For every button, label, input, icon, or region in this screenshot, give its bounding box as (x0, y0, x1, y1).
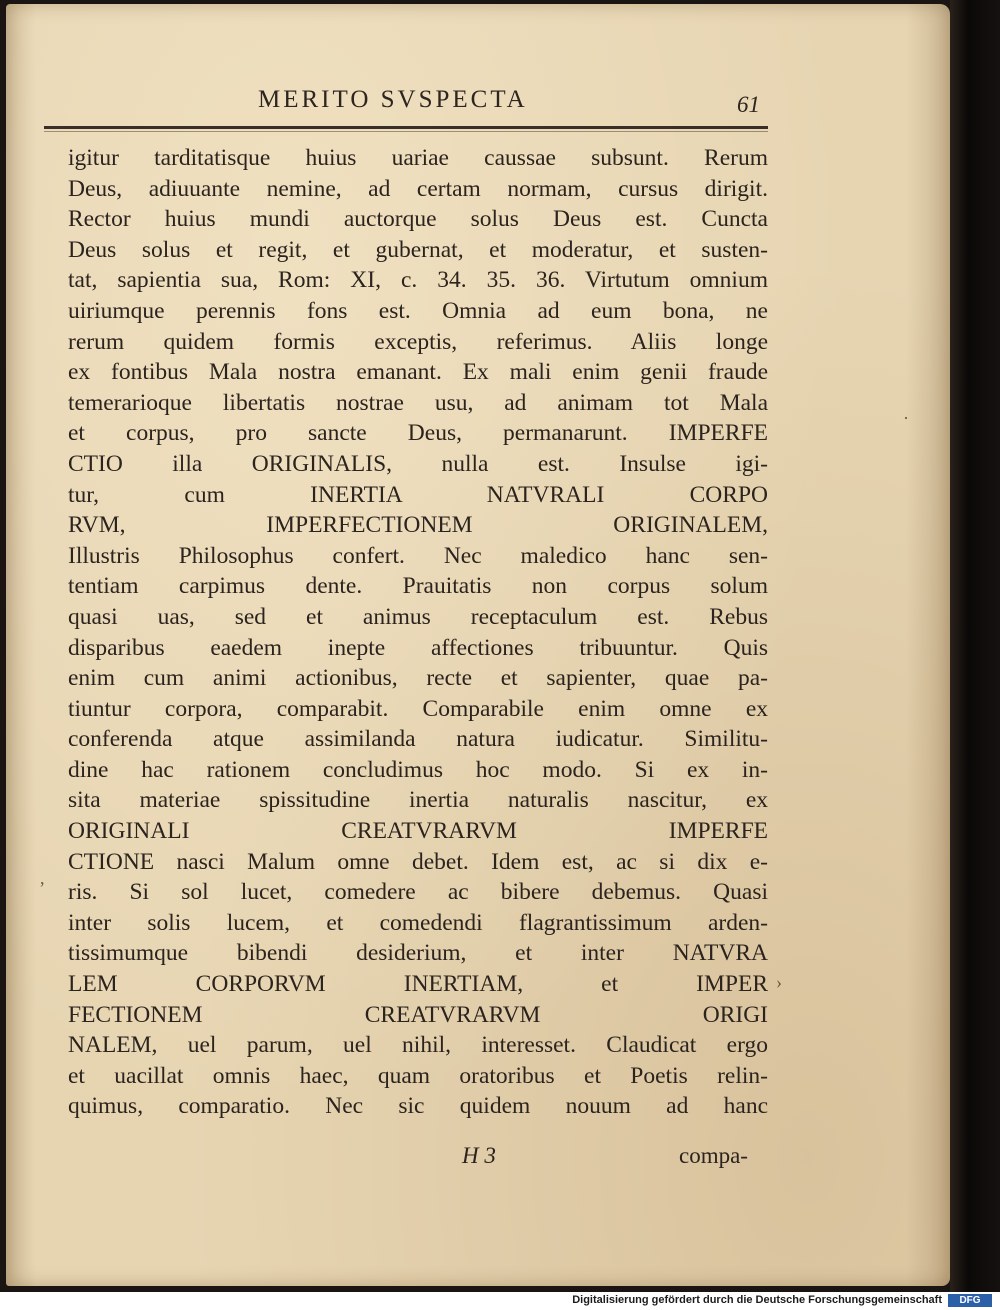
text-line: quimus, comparatio. Nec sic quidem nouum ad hanc (68, 1093, 768, 1120)
text-line: sita materiae spissitudine inertia naturalis nascitur, ex (68, 787, 768, 814)
text-line: ris. Si sol lucet, comedere ac bibere debemus. Quasi (68, 879, 768, 906)
text-line: enim cum animi actionibus, recte et sapienter, quae pa- (68, 665, 768, 692)
text-line: tentiam carpimus dente. Prauitatis non corpus solum (68, 573, 768, 600)
text-line: Deus, adiuuante nemine, ad certam normam, cursus dirigit. (68, 175, 768, 202)
margin-speck: › (776, 972, 782, 992)
text-line: CTIO illa ORIGINALIS, nulla est. Insulse igi- (68, 450, 768, 477)
text-line: LEM CORPORVM INERTIAM, et IMPER (68, 971, 768, 998)
text-line: FECTIONEM CREATVRARVM ORIGI (68, 1001, 768, 1028)
text-line: ORIGINALI CREATVRARVM IMPERFE (68, 818, 768, 845)
text-line: Deus solus et regit, et gubernat, et moderatur, et susten- (68, 236, 768, 263)
dfg-logo: DFG (948, 1294, 992, 1307)
text-line: uiriumque perennis fons est. Omnia ad eum bona, ne (68, 297, 768, 324)
text-line: rerum quidem formis exceptis, referimus. Aliis longe (68, 328, 768, 355)
text-line: dine hac rationem concludimus hoc modo. Si ex in- (68, 756, 768, 783)
text-line: quasi uas, sed et animus receptaculum est. Rebus (68, 603, 768, 630)
text-line: igitur tarditatisque huius uariae caussae subsunt. Rerum (68, 145, 768, 171)
text-line: Illustris Philosophus confert. Nec maledico hanc sen- (68, 542, 768, 569)
text-line: temerarioque libertatis nostrae usu, ad animam tot Mala (68, 389, 768, 416)
header-rule-thin (44, 131, 768, 132)
credit-text: Digitalisierung gefördert durch die Deutsche Forschungsgemeinschaft (572, 1294, 942, 1306)
text-line: conferenda atque assimilanda natura iudicatur. Similitu- (68, 726, 768, 753)
text-line: NALEM, uel parum, uel nihil, interesset. Claudicat ergo (68, 1032, 768, 1059)
text-line: Rector huius mundi auctorque solus Deus est. Cuncta (68, 206, 768, 233)
text-line: tissimumque bibendi desiderium, et inter NATVRA (68, 940, 768, 967)
text-line: ex fontibus Mala nostra emanant. Ex mali enim genii fraude (68, 359, 768, 386)
text-line: tiuntur corpora, comparabit. Comparabile enim omne ex (68, 695, 768, 722)
text-line: et corpus, pro sancte Deus, permanarunt. IMPERFE (68, 420, 768, 447)
text-line: tur, cum INERTIA NATVRALI CORPO (68, 481, 768, 508)
text-line: inter solis lucem, et comedendi flagrantissimum arden- (68, 909, 768, 936)
text-line: CTIONE nasci Malum omne debet. Idem est, ac si dix e- (68, 848, 768, 875)
catchword: compa- (679, 1143, 748, 1168)
header-rule (44, 126, 768, 129)
text-line: disparibus eaedem inepte affectiones tribuuntur. Quis (68, 634, 768, 661)
body-text (68, 143, 768, 1122)
page-number: 61 (737, 92, 760, 117)
text-line: et uacillat omnis haec, quam oratoribus et Poetis relin- (68, 1062, 768, 1089)
signature-mark: H 3 (462, 1143, 496, 1168)
running-head: MERITO SVSPECTA (258, 86, 528, 113)
text-line: RVM, IMPERFECTIONEM ORIGINALEM, (68, 512, 768, 539)
margin-speck: · (903, 408, 909, 428)
text-line: tat, sapientia sua, Rom: XI, c. 34. 35. 36. Virtutum omnium (68, 267, 768, 294)
book-edge (950, 0, 1000, 1292)
margin-speck: , (40, 868, 45, 888)
